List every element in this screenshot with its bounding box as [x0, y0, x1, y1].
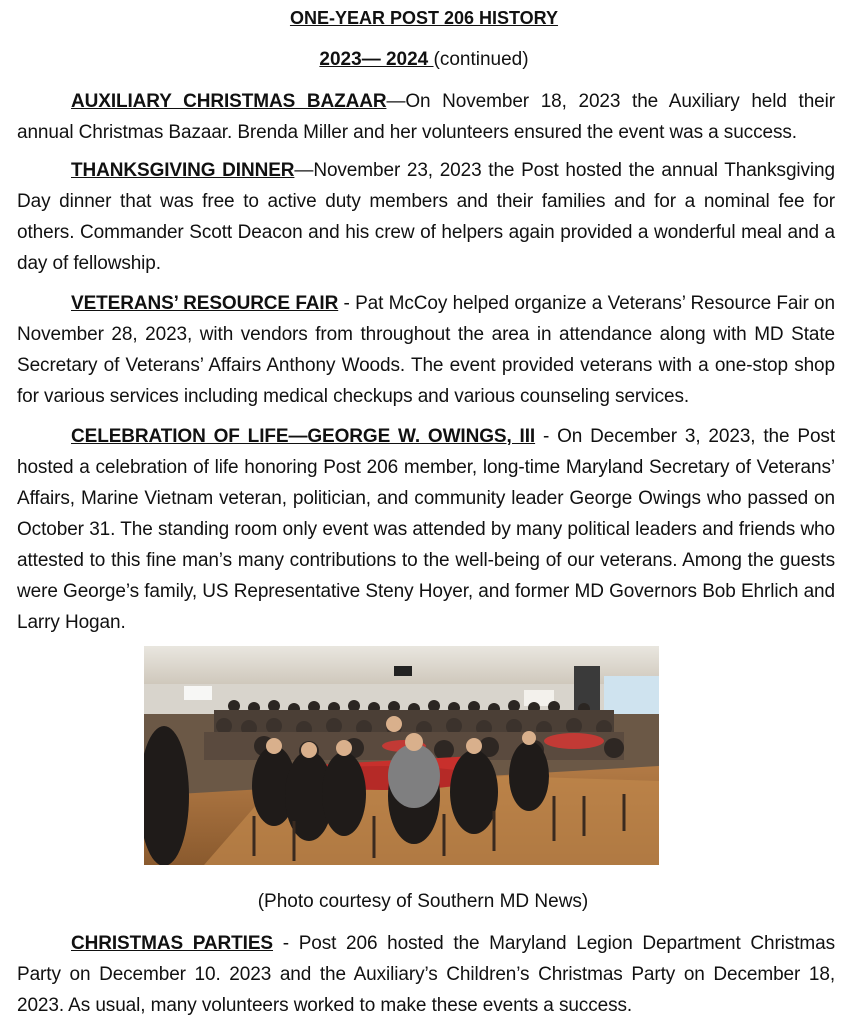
section-heading: THANKSGIVING DINNER [71, 160, 295, 181]
section-body: - On December 3, 2023, the Post hosted a celebration of life honoring Post 206 member, long-time Maryland Secretary of Veterans’ Affairs, Marine Vietnam veteran, politician, and community leader George Owings who passed on October 31. The standing room only event was attended by many political leaders and friends who attested to this fine man’s many contributions to the well-being of our veterans. Among the guests were George’s family, US Representative Steny Hoyer, and former MD Governors Bob Ehrlich and Larry Hogan. [17, 426, 835, 633]
year-range: 2023— 2024 [319, 49, 434, 70]
section-celebration-of-life [17, 421, 835, 638]
section-body: - Post 206 hosted the Maryland Legion Department Christmas Party on December 10. 2023 and the Auxiliary’s Children’s Christmas Party on December 18, 2023. As usual, many volunteers worked to make these events a success. [17, 933, 836, 1016]
section-thanksgiving-dinner [17, 155, 835, 279]
section-heading: CHRISTMAS PARTIES [71, 933, 274, 954]
section-heading: VETERANS’ RESOURCE FAIR [71, 293, 339, 314]
section-body: —November 23, 2023 the Post hosted the annual Thanksgiving Day dinner that was free to active duty members and their families and for a nominal fee for others. Commander Scott Deacon and his crew of helpers again provided a wonderful meal and a day of fellowship. [17, 160, 835, 274]
section-body: - Pat McCoy helped organize a Veterans’ Resource Fair on November 28, 2023, with vendors from throughout the area in attendance along with MD State Secretary of Veterans’ Affairs Anthony Woods. The event provided veterans with a one-stop shop for various services including medical checkups and various counseling services. [17, 293, 835, 407]
section-heading: AUXILIARY CHRISTMAS BAZAAR [71, 91, 387, 112]
section-body: —On November 18, 2023 the Auxiliary held their annual Christmas Bazaar. Brenda Miller and her volunteers ensured the event was a success. [17, 91, 835, 143]
section-auxiliary-bazaar [17, 86, 835, 148]
event-photo [144, 646, 659, 865]
continued-label: (continued) [433, 49, 529, 70]
section-heading: CELEBRATION OF LIFE—GEORGE W. OWINGS, III [71, 426, 536, 447]
section-resource-fair [17, 288, 835, 412]
event-photo-illustration [144, 646, 659, 865]
page-title: ONE-YEAR POST 206 HISTORY [289, 8, 559, 28]
photo-caption: (Photo courtesy of Southern MD News) [257, 891, 589, 912]
section-christmas-parties [17, 928, 835, 1021]
page-subtitle [0, 49, 848, 71]
